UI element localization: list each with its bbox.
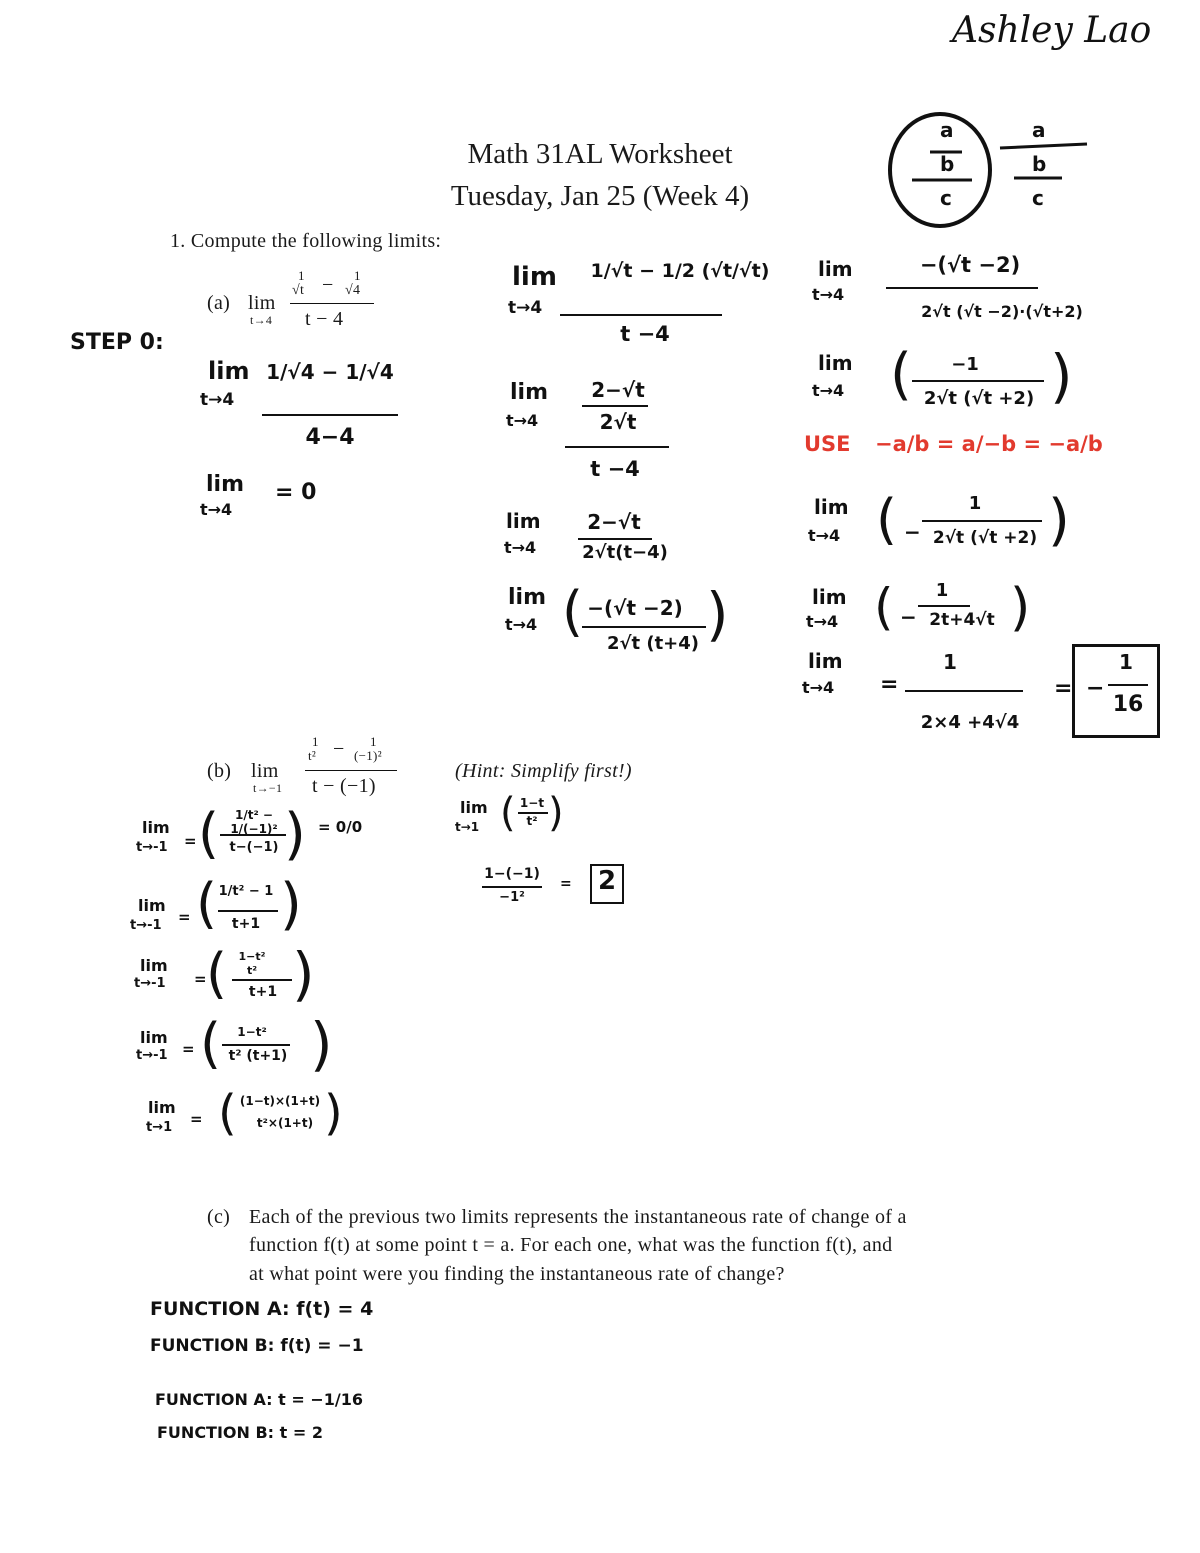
r4-denominator: 2t+4√t — [929, 610, 995, 630]
r3-minus: − — [904, 520, 921, 544]
part-a-label: (a) — [207, 292, 231, 314]
h2-equals: = — [560, 876, 572, 892]
b2-close-paren: ) — [280, 872, 302, 937]
m3-numerator: 2−√t — [587, 510, 641, 534]
step0-label: STEP 0: — [70, 330, 164, 355]
corner-c-outer: c — [1032, 186, 1044, 210]
b2-equals: = — [178, 908, 191, 926]
part-b-fraction-bar — [305, 770, 397, 771]
r3-close-paren: ) — [1048, 488, 1070, 553]
r5-fraction-bar — [905, 690, 1023, 692]
m3-sub: t→4 — [504, 538, 537, 557]
r3-open-paren: ( — [876, 488, 898, 551]
part-c-line3: at what point were you finding the instantaneous rate of change? — [249, 1263, 785, 1285]
part-b-minus: − — [333, 738, 345, 760]
part-c-line1: Each of the previous two limits represents the instantaneous rate of change of a — [249, 1206, 907, 1228]
m1-fraction-bar — [560, 314, 722, 316]
s0-numerator: 1/√4 − 1/√4 — [266, 360, 394, 384]
b1-close-paren: ) — [284, 802, 306, 867]
b3-lim: lim — [140, 956, 168, 975]
r1-numerator: −(√t −2) — [919, 253, 1021, 277]
b3-middle: t² — [246, 964, 258, 977]
b5-lim: lim — [148, 1098, 176, 1117]
b4-equals: = — [182, 1040, 195, 1058]
part-c-line2: function f(t) at some point t = a. For each one, what was the function f(t), and — [249, 1234, 893, 1256]
r1-lim: lim — [818, 257, 853, 281]
b5-denominator: t²×(1+t) — [256, 1116, 314, 1130]
b3-close-paren: ) — [292, 940, 315, 1008]
r5-lim: lim — [808, 649, 843, 673]
use-label: USE — [804, 432, 851, 456]
part-b-n2d: (−1)² — [354, 748, 382, 763]
m4-open-paren: ( — [562, 580, 584, 643]
corner-b-outer: b — [1032, 152, 1047, 176]
s0-lim: lim — [208, 357, 250, 385]
r4-open-paren: ( — [874, 578, 894, 636]
s0-fraction-bar — [262, 414, 398, 416]
b4-numerator: 1−t² — [237, 1025, 267, 1039]
b1-result: = 0/0 — [318, 818, 363, 836]
b4-open-paren: ( — [200, 1012, 222, 1075]
b3-numerator: 1−t² — [238, 950, 266, 963]
answer-a-denominator: 16 — [1112, 692, 1144, 717]
b3-equals: = — [194, 970, 207, 988]
part-a-n1: 1 — [298, 268, 305, 283]
part-b-den: t − (−1) — [312, 775, 376, 797]
function-b-answer: FUNCTION B: f(t) = −1 — [150, 1336, 364, 1356]
page-title: Math 31AL Worksheet — [467, 138, 733, 170]
part-a-n2d: √4 — [345, 283, 361, 298]
m4-sub: t→4 — [505, 615, 538, 634]
part-b-sub: t→−1 — [253, 781, 283, 795]
b2-denominator: t+1 — [231, 916, 261, 932]
r2-open-paren: ( — [890, 342, 912, 407]
m4-close-paren: ) — [706, 580, 729, 648]
m1-denominator: t −4 — [620, 322, 670, 346]
r1-sub: t→4 — [812, 285, 845, 304]
h2-numerator: 1−(−1) — [484, 866, 540, 882]
h2-bar — [482, 886, 542, 888]
b3-denominator: t+1 — [248, 984, 278, 1000]
part-b-n1d: t² — [308, 748, 317, 763]
r5-equals-2: = — [1054, 676, 1073, 701]
b2-open-paren: ( — [196, 872, 218, 935]
m2-numerator: 2−√t — [591, 378, 645, 402]
r5-equals: = — [880, 672, 899, 697]
m4-lim: lim — [508, 585, 547, 610]
m4-denominator: 2√t (t+4) — [606, 633, 700, 654]
b4-bar — [222, 1044, 290, 1046]
r5-sub: t→4 — [802, 678, 835, 697]
b1-equals: = — [184, 832, 197, 850]
r2-denominator: 2√t (√t +2) — [923, 388, 1035, 409]
m1-lim: lim — [512, 262, 557, 292]
corner-b-inner: b — [940, 152, 955, 176]
r4-numerator: 1 — [935, 580, 949, 601]
part-b-lim: lim — [251, 760, 279, 782]
r5-denominator: 2×4 +4√4 — [920, 712, 1020, 733]
r3-fraction-bar — [922, 520, 1042, 522]
b4-lim: lim — [140, 1028, 168, 1047]
r1-denominator: 2√t (√t −2)⋅(√t+2) — [921, 302, 1083, 321]
b3-sub: t→-1 — [134, 976, 166, 991]
r4-sub: t→4 — [806, 612, 839, 631]
corner-c-inner: c — [940, 186, 952, 210]
r2-numerator: −1 — [951, 354, 979, 375]
s0-sub: t→4 — [200, 390, 235, 410]
part-a-n1d: √t — [292, 283, 305, 298]
m2-denominator: t −4 — [590, 457, 640, 481]
corner-note-drawing — [882, 108, 1102, 238]
h2-denominator: −1² — [499, 890, 525, 905]
m2-middle: 2√t — [599, 410, 637, 434]
function-a-answer: FUNCTION A: f(t) = 4 — [150, 1298, 374, 1320]
part-b-n1: 1 — [312, 734, 319, 749]
answer-b: 2 — [598, 866, 617, 896]
b5-numerator: (1−t)×(1+t) — [239, 1094, 321, 1108]
point-a-answer: FUNCTION A: t = −1/16 — [155, 1390, 363, 1409]
h1-lim: lim — [460, 798, 488, 817]
r4-close-paren: ) — [1010, 578, 1031, 638]
h1-numerator: 1−t — [519, 796, 545, 810]
b1-open-paren: ( — [198, 802, 220, 865]
b1-bar — [220, 834, 286, 836]
b5-close-paren: ) — [324, 1085, 343, 1141]
b5-open-paren: ( — [218, 1085, 237, 1141]
m2-lim: lim — [510, 380, 549, 405]
m3-denominator: 2√t(t−4) — [582, 542, 668, 563]
b5-equals: = — [190, 1110, 203, 1128]
r2-close-paren: ) — [1050, 342, 1073, 410]
s0b-lim: lim — [206, 472, 245, 497]
m3-fraction-bar — [578, 538, 652, 540]
question-1-prompt: 1. Compute the following limits: — [170, 230, 442, 252]
r3-sub: t→4 — [808, 526, 841, 545]
part-a-den: t − 4 — [305, 308, 344, 330]
r3-numerator: 1 — [968, 493, 982, 514]
point-b-answer: FUNCTION B: t = 2 — [157, 1423, 323, 1442]
r3-lim: lim — [814, 495, 849, 519]
s0b-sub: t→4 — [200, 500, 233, 519]
part-b-label: (b) — [207, 760, 232, 782]
use-expression: −a/b = a/−b = −a/b — [875, 432, 1103, 456]
part-a-n2: 1 — [354, 268, 361, 283]
h1-open-paren: ( — [500, 790, 516, 836]
answer-a-sign: − — [1086, 676, 1105, 701]
r5-numerator: 1 — [943, 650, 957, 674]
b4-denominator: t² (t+1) — [228, 1048, 288, 1064]
b2-sub: t→-1 — [130, 918, 162, 933]
r4-fraction-bar — [918, 605, 970, 607]
corner-a-inner: a — [940, 118, 954, 142]
m4-fraction-bar — [582, 626, 706, 628]
b1-lim: lim — [142, 818, 170, 837]
b5-sub: t→1 — [146, 1120, 173, 1135]
r3-denominator: 2√t (√t +2) — [932, 528, 1038, 548]
m4-numerator: −(√t −2) — [587, 596, 683, 620]
corner-a-outer: a — [1032, 118, 1046, 142]
part-b-hint: (Hint: Simplify first!) — [455, 760, 632, 782]
s0-result: = 0 — [275, 480, 317, 505]
answer-a-numerator: 1 — [1119, 650, 1133, 674]
part-b-n2: 1 — [370, 734, 377, 749]
signature: Ashley Lao — [952, 10, 1152, 51]
b1-numerator: 1/t² − 1/(−1)² — [230, 808, 278, 836]
b4-close-paren: ) — [310, 1010, 333, 1078]
b2-lim: lim — [138, 896, 166, 915]
b1-denominator: t−(−1) — [229, 840, 279, 855]
b3-bar — [232, 979, 292, 981]
r2-fraction-bar — [912, 380, 1044, 382]
part-a-minus: − — [322, 274, 334, 296]
r2-sub: t→4 — [812, 381, 845, 400]
part-a-lim: lim — [248, 292, 276, 314]
r2-lim: lim — [818, 351, 853, 375]
m1-numerator: 1/√t − 1/2 (√t/√t) — [590, 260, 770, 282]
b2-numerator: 1/t² − 1 — [218, 884, 274, 899]
s0-denominator: 4−4 — [305, 425, 355, 450]
h1-sub: t→1 — [455, 820, 480, 834]
m2-sub: t→4 — [506, 411, 539, 430]
h1-denominator: t² — [526, 814, 538, 828]
b4-sub: t→-1 — [136, 1048, 168, 1063]
h1-close-paren: ) — [548, 790, 564, 836]
page-subtitle: Tuesday, Jan 25 (Week 4) — [450, 180, 750, 212]
part-a-sub: t→4 — [250, 313, 273, 327]
m2-inner-bar — [582, 405, 648, 407]
b1-sub: t→-1 — [136, 840, 168, 855]
r4-minus: − — [900, 605, 917, 629]
answer-a-bar — [1108, 684, 1148, 686]
m3-lim: lim — [506, 509, 541, 533]
r1-fraction-bar — [886, 287, 1038, 289]
b2-bar — [218, 910, 278, 912]
part-c-label: (c) — [207, 1206, 231, 1228]
b3-open-paren: ( — [206, 942, 228, 1005]
m2-fraction-bar — [565, 446, 669, 448]
part-a-fraction-bar — [290, 303, 374, 304]
m1-sub: t→4 — [508, 298, 543, 318]
r4-lim: lim — [812, 585, 847, 609]
